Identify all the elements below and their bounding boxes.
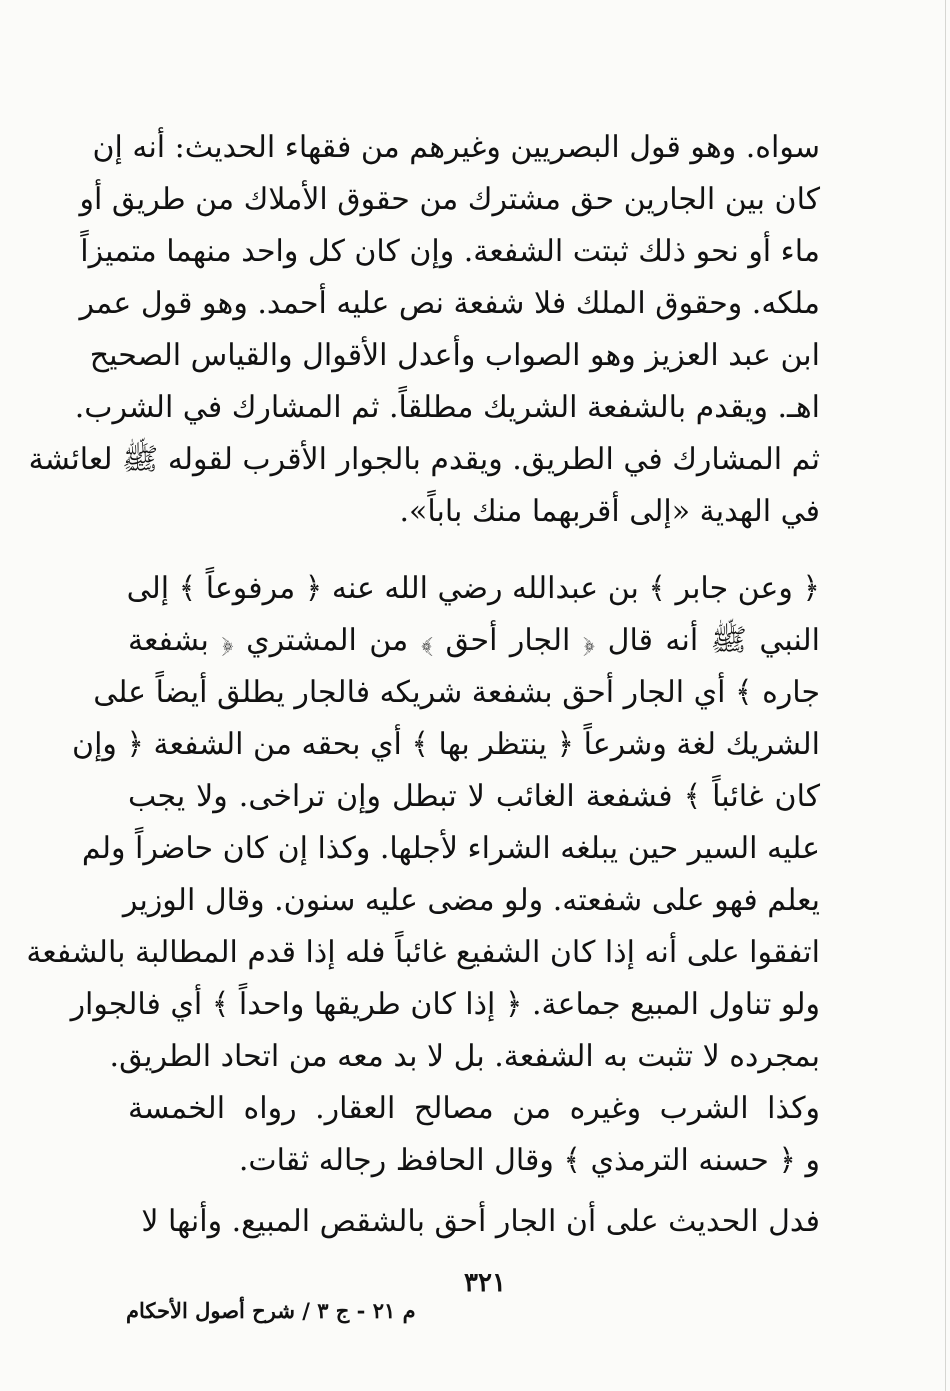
text-line: النبي ﷺ أنه قال ﴿ الجار أحق ﴾ من المشتري ﴿ بشفعة [128,623,820,658]
text-line: فدل الحديث على أن الجار أحق بالشقص المبيع. وأنها لا [141,1204,820,1239]
text-line: و ﴿ حسنه الترمذي ﴾ وقال الحافظ رجاله ثقات. [238,1143,820,1178]
paragraph-1 [28,122,820,538]
text-line: وكذا الشرب وغيره من مصالح العقار. رواه الخمسة [128,1091,820,1126]
paragraph-2 [26,563,820,1187]
text-line: ولو تناول المبيع جماعة. ﴿ إذا كان طريقها واحداً ﴾ أي فالجوار [70,987,820,1022]
text-line: ﴿ وعن جابر ﴾ بن عبدالله رضي الله عنه ﴿ مرفوعاً ﴾ إلى [126,571,820,606]
text-line: عليه السير حين يبلغه الشراء لأجلها. وكذا إن كان حاضراً ولم [81,831,820,866]
text-line: ماء أو نحو ذلك ثبتت الشفعة. وإن كان كل واحد منهما متميزاً [80,234,820,269]
text-line: كان بين الجارين حق مشترك من حقوق الأملاك من طريق أو [79,182,820,217]
text-line: ابن عبد العزيز وهو الصواب وأعدل الأقوال والقياس الصحيح [89,338,820,373]
text-line: يعلم فهو على شفعته. ولو مضى عليه سنون. وقال الوزير [122,883,820,918]
text-line: الشريك لغة وشرعاً ﴿ ينتظر بها ﴾ أي بحقه من الشفعة ﴿ وإن [72,727,820,762]
page-edge-line [945,0,946,1391]
paragraph-3 [128,1196,820,1248]
text-line: ملكه. وحقوق الملك فلا شفعة نص عليه أحمد. وهو قول عمر [79,286,820,321]
text-line: ثم المشارك في الطريق. ويقدم بالجوار الأقرب لقوله ﷺ لعائشة [28,442,820,477]
text-line: كان غائباً ﴾ فشفعة الغائب لا تبطل وإن تراخى. ولا يجب [128,779,820,814]
page-number: ٣٢١ [464,1268,506,1298]
footer-signature: م ٢١ - ج ٣ / شرح أصول الأحكام [126,1298,416,1323]
text-line: اتفقوا على أنه إذا كان الشفيع غائباً فله إذا قدم المطالبة بالشفعة [26,935,820,970]
text-line: جاره ﴾ أي الجار أحق بشفعة شريكه فالجار يطلق أيضاً على [93,675,820,710]
text-line: بمجرده لا تثبت به الشفعة. بل لا بد معه من اتحاد الطريق. [109,1039,820,1074]
text-line: اهـ. ويقدم بالشفعة الشريك مطلقاً. ثم المشارك في الشرب. [74,390,820,425]
text-line: سواه. وهو قول البصريين وغيرهم من فقهاء الحديث: أنه إن [92,130,820,165]
text-line: في الهدية «إلى أقربهما منك باباً». [399,494,820,529]
